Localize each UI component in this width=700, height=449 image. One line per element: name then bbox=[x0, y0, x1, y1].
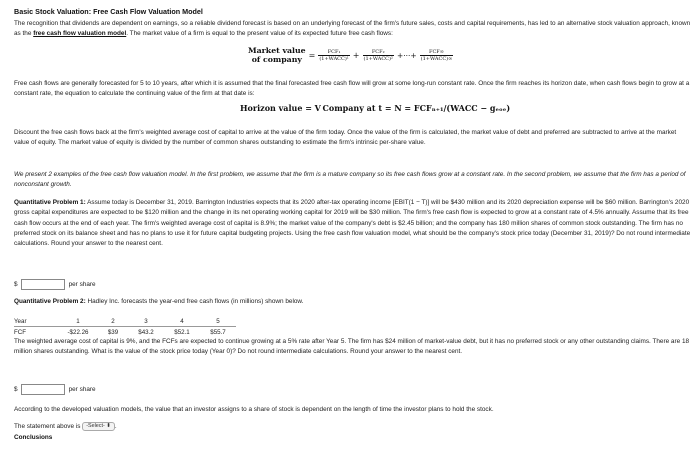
problem2-answer-row bbox=[14, 384, 96, 395]
problem2-answer-input[interactable] bbox=[21, 384, 65, 395]
equals-sign: = bbox=[308, 50, 316, 60]
conclusions-heading: Conclusions bbox=[14, 434, 53, 441]
problem2-text: The weighted average cost of capital is 9%, and the FCFs are expected to continue growing at a 5% rate after Year 5. The firm has $24 million of market-value debt, but it has no preferred stock or any other outstanding claims. There are 18 million shares outstanding. What is the value of the stock price today (Year 0)? Do not round intermediate calculations. Round your answer to the nearest cent. bbox=[14, 338, 690, 356]
statement-prefix: The statement above is bbox=[14, 423, 81, 431]
table-cell: -$22.26 bbox=[67, 328, 89, 336]
table-header-cell: 4 bbox=[164, 316, 200, 327]
table-header-cell: 3 bbox=[128, 316, 164, 327]
page-title: Basic Stock Valuation: Free Cash Flow Valuation Model bbox=[14, 7, 203, 16]
intro-paragraph bbox=[14, 19, 692, 40]
forecast-paragraph: Free cash flows are generally forecasted for 5 to 10 years, after which it is assumed that the final forecasted free cash flow will grow at some long-run constant rate. Once the firm reaches its horizon date, when cash flows begin to grow at a constant rate, the equation to calculate the continuing value of the firm at that date is: bbox=[14, 80, 690, 98]
problem2-currency: $ bbox=[14, 386, 18, 393]
intro-text-before: The recognition that dividends are dependent on earnings, so a reliable dividend forecast is based on an underlying forecast of the firm's future sales, costs and capital requirements, has led to an alternative stock valuation approach, known as the bbox=[14, 20, 691, 38]
table-cell: $55.7 bbox=[210, 328, 226, 336]
fcf1-denominator: (1+WACC)¹ bbox=[319, 55, 349, 62]
table-cell: $52.1 bbox=[174, 328, 190, 336]
fraction-fcf-infinity bbox=[420, 49, 454, 62]
fcf2-numerator: FCF₂ bbox=[363, 49, 394, 56]
fcf-table-row bbox=[14, 327, 236, 338]
discount-paragraph: Discount the free cash flows back at the firm's weighted average cost of capital to arrive at the value of the firm today. Once the value of the firm is calculated, the market value of debt and preferred are subtracted to arrive at the market value of equity. The market value of equity is divided by the number of common shares outstanding to estimate the firm's intrinsic per-share value. bbox=[14, 129, 677, 147]
lhs-bottom: of company bbox=[251, 55, 302, 64]
table-header-cell: Year bbox=[14, 316, 58, 327]
problem1-label: Quantitative Problem 1: bbox=[14, 199, 86, 206]
table-header-cell: 5 bbox=[200, 316, 236, 327]
table-header-cell: 1 bbox=[58, 316, 98, 327]
fcfinf-denominator: (1+WACC)∞ bbox=[420, 55, 453, 62]
problem2-intro-text: Hadley Inc. forecasts the year-end free cash flows (in millions) shown below. bbox=[85, 298, 304, 305]
problem2-intro bbox=[14, 297, 692, 307]
problem2-unit: per share bbox=[68, 386, 96, 393]
table-cell: FCF bbox=[14, 328, 27, 336]
problem1-answer-row bbox=[14, 279, 96, 290]
plus-sign: + bbox=[352, 50, 360, 60]
problem1-text: Assume today is December 31, 2019. Barrington Industries expects that its 2020 after-tax operating income [EBIT(1 − T)] will be $430 million and its 2020 depreciation expense will be $60 million. Barrington's 2020 gross capital expenditures are expected to be $120 million and the change in its net operating working capital for 2019 will be $30 million. The firm's free cash flow is expected to grow at a constant rate of 4.5% annually. Assume that its free cash flow occurs at the end of each year. The firm's weighted average cost of capital is 8.9%; the market value of the company's debt is $2.45 billion; and the company has 180 million shares of common stock outstanding. The firm has no preferred stock on its balance sheet and has no plans to use it for future capital budgeting projects. Using the free cash flow valuation model, what should be the company's stock price today (December 31, 2019)? Do not round intermediate calculations. Round your answer to the nearest cent. bbox=[14, 199, 691, 248]
intro-text-after: . The market value of a firm is equal to the present value of its expected future free cash flows: bbox=[126, 30, 393, 38]
fcf1-numerator: FCF₁ bbox=[318, 49, 349, 56]
problem2-label: Quantitative Problem 2: bbox=[14, 298, 86, 305]
fcfinf-numerator: FCF∞ bbox=[420, 49, 454, 56]
problem1-currency: $ bbox=[14, 281, 18, 288]
market-value-equation bbox=[248, 46, 453, 64]
problem1-answer-input[interactable] bbox=[21, 279, 65, 290]
fcf-table-header bbox=[14, 316, 236, 327]
fcf-table bbox=[14, 316, 236, 337]
fraction-fcf2 bbox=[363, 49, 394, 62]
table-cell: $39 bbox=[107, 328, 119, 336]
table-cell: $43.2 bbox=[138, 328, 154, 336]
holding-period-paragraph: According to the developed valuation models, the value that an investor assigns to a share of stock is dependent on the length of time the investor plans to hold the stock. bbox=[14, 406, 494, 413]
statement-row bbox=[14, 422, 692, 432]
problem1-unit: per share bbox=[68, 281, 96, 288]
equation-lhs bbox=[248, 46, 306, 64]
fraction-fcf1 bbox=[318, 49, 349, 62]
statement-select[interactable] bbox=[82, 422, 115, 431]
statement-suffix: . bbox=[114, 423, 117, 431]
lhs-top: Market value bbox=[248, 46, 306, 55]
fcf-model-term: free cash flow valuation model bbox=[33, 30, 127, 38]
horizon-value-equation: Horizon value = V Company at t = N = FCFₙ₊₁/(WACC − gₑₒₑ) bbox=[240, 103, 511, 113]
problem1-paragraph bbox=[14, 198, 692, 249]
examples-paragraph: We present 2 examples of the free cash flow valuation model. In the first problem, we assume that the firm is a mature company so its free cash flows grow at a constant rate. In the second problem, we assume that the firm has a period of nonconstant growth. bbox=[14, 171, 686, 189]
select-label: -Select- bbox=[86, 423, 105, 429]
ellipsis-plus: +···+ bbox=[396, 50, 417, 60]
table-header-cell: 2 bbox=[98, 316, 128, 327]
fcf2-denominator: (1+WACC)² bbox=[363, 55, 393, 62]
select-arrow-icon: ⬍ bbox=[106, 423, 111, 429]
